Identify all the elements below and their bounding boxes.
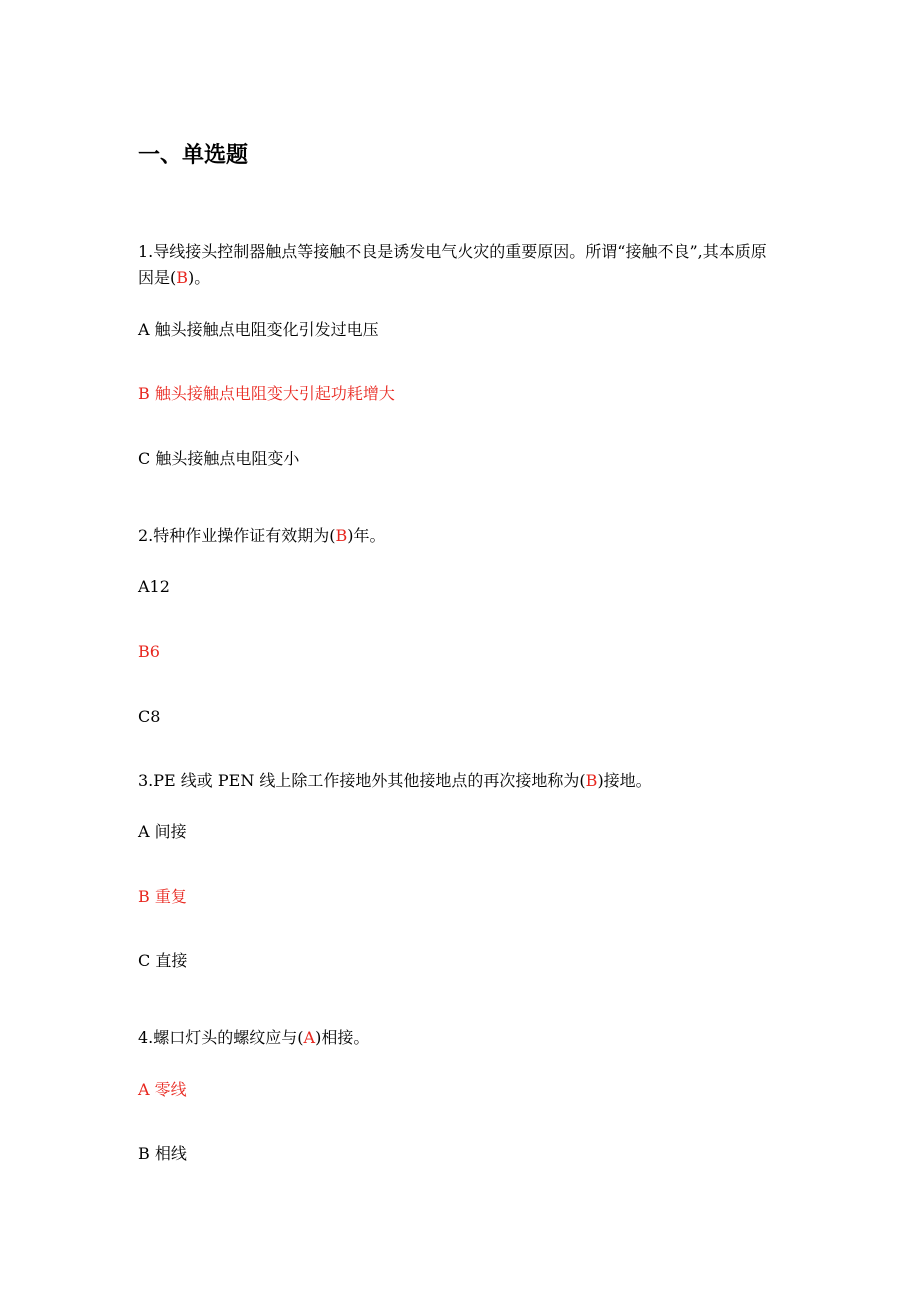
question-2-prompt	[138, 523, 386, 549]
question-1-prompt	[138, 239, 778, 291]
question-3-text: 3.PE 线或 PEN 线上除工作接地外其他接地点的再次接地称为(	[138, 771, 586, 790]
question-4-answer: A	[303, 1028, 316, 1047]
question-3-option-b: B 重复	[138, 887, 187, 906]
question-1-option-c: C 触头接触点电阻变小	[138, 449, 300, 468]
question-2-text: 2.特种作业操作证有效期为(	[138, 526, 336, 545]
question-1-text: 1.导线接头控制器触点等接触不良是诱发电气火灾的重要原因。所谓“接触不良”,其本质原因是(	[138, 242, 767, 287]
question-2-option-b: B6	[138, 642, 160, 661]
question-1-answer: B	[176, 268, 189, 287]
question-2-answer: B	[335, 526, 348, 545]
section-title: 一、单选题	[138, 143, 249, 168]
question-4-prompt	[138, 1025, 369, 1051]
question-2-text-end: )年。	[347, 526, 386, 545]
question-1-option-b: B 触头接触点电阻变大引起功耗增大	[138, 384, 395, 403]
question-1-text-end: )。	[188, 268, 211, 287]
question-2-option-c: C8	[138, 707, 161, 726]
question-3-text-end: )接地。	[597, 771, 652, 790]
question-3-option-c: C 直接	[138, 951, 188, 970]
question-4-option-a: A 零线	[138, 1080, 187, 1099]
question-4-option-b: B 相线	[138, 1144, 187, 1163]
question-3-prompt	[138, 768, 652, 794]
question-1-option-a: A 触头接触点电阻变化引发过电压	[138, 320, 379, 339]
question-3-answer: B	[585, 771, 598, 790]
question-2-option-a: A12	[138, 577, 170, 596]
question-4-text-end: )相接。	[315, 1028, 370, 1047]
question-4-text: 4.螺口灯头的螺纹应与(	[138, 1028, 304, 1047]
question-3-option-a: A 间接	[138, 822, 187, 841]
